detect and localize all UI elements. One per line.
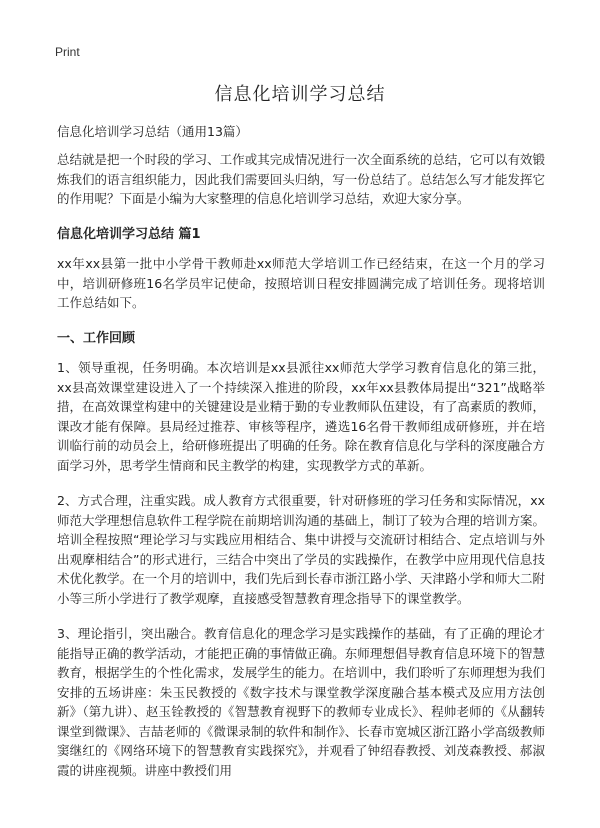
paragraph-2: 1、领导重视，任务明确。本次培训是xx县派往xx师范大学学习教育信息化的第三批，xx县高效课堂建设进入了一个持续深入推进的阶段，xx年xx县教体局提出“321”战略举措，在高效课堂构建中的关键建设是业精于勤的专业教师队伍建设，有了高素质的教师，课改才能有保障。县局经过推荐、审核等程序，遴选16名骨干教师组成研修班，并在培训临行前的动员会上，给研修班提出了明确的任务。除在教育信息化与学科的深度融合方面学习外，思考学生情商和民主教学的构建，实现教学方式的革新。 [57, 360, 545, 473]
document-body [57, 150, 545, 796]
section-heading: 信息化培训学习总结 篇1 [57, 226, 201, 242]
paragraph-3: 2、方式合理，注重实践。成人教育方式很重要，针对研修班的学习任务和实际情况，xx师范大学理想信息软件工程学院在前期培训沟通的基础上，制订了较为合理的培训方案。培训全程按照“理论学习与实践应用相结合、集中讲授与交流研讨相结合、定点培训与外出观摩相结合”的形式进行，三结合中突出了学员的实践操作，在教学中应用现代信息技术优化教学。在一个月的培训中，我们先后到长春市浙江路小学、天津路小学和师大二附小等三所小学进行了教学观摩，直接感受智慧教育理念指导下的课堂教学。 [57, 493, 545, 606]
print-label[interactable]: Print [55, 45, 80, 59]
page-title: 信息化培训学习总结 [214, 84, 386, 105]
paragraph-4: 3、理论指引，突出融合。教育信息化的理念学习是实践操作的基础，有了正确的理论才能指导正确的教学活动，才能把正确的事情做正确。东师理想倡导教育信息环境下的智慧教育，根据学生的个性化需求，发展学生的能力。在培训中，我们聆听了东师理想为我们安排的五场讲座：朱玉民教授的《数字技术与课堂教学深度融合基本模式及应用方法创新》（第九讲）、赵玉铨教授的《智慧教育视野下的教师专业成长》、程帅老师的《从翻转课堂到微课》、吉喆老师的《微课录制的软件和制作》、长春市宽城区浙江路小学高级教师窦继红的《网络环境下的智慧教育实践探究》，并观看了钟绍春教授、刘茂森教授、郝淑霞的讲座视频。讲座中教授们用 [57, 626, 545, 778]
paragraph-1: xx年xx县第一批中小学骨干教师赴xx师范大学培训工作已经结束，在这一个月的学习中，培训研修班16名学员牢记使命，按照培训日程安排圆满完成了培训任务。现将培训工作总结如下。 [57, 256, 545, 310]
sub-heading: 一、工作回顾 [57, 330, 136, 346]
document-subtitle: 信息化培训学习总结（通用13篇） [57, 124, 248, 139]
intro-paragraph: 总结就是把一个时段的学习、工作或其完成情况进行一次全面系统的总结，它可以有效锻炼我们的语言组织能力，因此我们需要回头归纳，写一份总结了。总结怎么写才能发挥它的作用呢？下面是小编为大家整理的信息化培训学习总结，欢迎大家分享。 [57, 152, 545, 206]
